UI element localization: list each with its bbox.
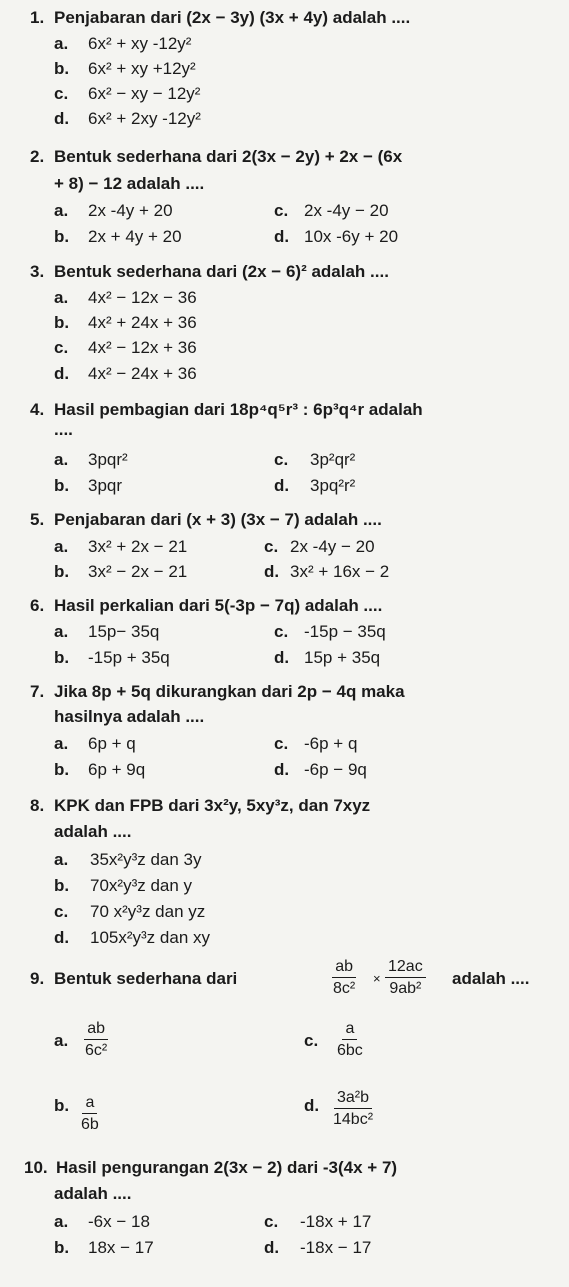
option-7c: c. -6p + q — [274, 734, 358, 753]
option-4d: d. 3pq²r² — [274, 476, 356, 495]
option-6d: d. 15p + 35q — [274, 648, 381, 667]
option-8b: b. 70x²y³z dan y — [54, 876, 193, 895]
option-9a-fraction: ab 6c² — [85, 1020, 108, 1059]
question-7: 7. Jika 8p + 5q dikurangkan dari 2p − 4q maka — [30, 682, 405, 701]
option-4c: c. 3p²qr² — [274, 450, 356, 469]
option-2c: c. 2x -4y − 20 — [274, 201, 389, 220]
option-3c: c. 4x² − 12x + 36 — [54, 338, 197, 357]
question-1: 1. Penjabaran dari (2x − 3y) (3x + 4y) adalah .... — [30, 8, 411, 27]
question-6: 6. Hasil perkalian dari 5(-3p − 7q) adalah .... — [30, 596, 383, 615]
question-4: 4. Hasil pembagian dari 18p⁴q⁵r³ : 6p³q⁴r adalah — [30, 400, 423, 419]
question-5: 5. Penjabaran dari (x + 3) (3x − 7) adalah .... — [30, 510, 382, 529]
option-4b: b. 3pqr — [54, 476, 123, 495]
option-9d-fraction: 3a²b 14bc² — [333, 1089, 374, 1128]
option-5d: d. 3x² + 16x − 2 — [264, 562, 390, 581]
option-6c: c. -15p − 35q — [274, 622, 386, 641]
option-1a: a. 6x² + xy -12y² — [54, 34, 192, 53]
question-8: 8. KPK dan FPB dari 3x²y, 5xy³z, dan 7xyz — [30, 796, 371, 815]
question-9-fraction-1: ab 8c² — [333, 958, 356, 997]
option-7d: d. -6p − 9q — [274, 760, 367, 779]
option-10a: a. -6x − 18 — [54, 1212, 150, 1231]
option-1d: d. 6x² + 2xy -12y² — [54, 109, 201, 128]
option-10d: d. -18x − 17 — [264, 1238, 372, 1257]
question-8-cont: adalah .... — [54, 822, 132, 841]
option-8d: d. 105x²y³z dan xy — [54, 928, 210, 947]
option-3d: d. 4x² − 24x + 36 — [54, 364, 197, 383]
option-8c: c. 70 x²y³z dan yz — [54, 902, 206, 921]
question-2: 2. Bentuk sederhana dari 2(3x − 2y) + 2x − (6x — [30, 147, 403, 166]
option-2b: b. 2x + 4y + 20 — [54, 227, 182, 246]
option-2d: d. 10x -6y + 20 — [274, 227, 399, 246]
option-9c-fraction: a 6bc — [337, 1020, 363, 1059]
option-5c: c. 2x -4y − 20 — [264, 537, 375, 556]
question-4-cont: .... — [54, 420, 73, 439]
option-3a: a. 4x² − 12x − 36 — [54, 288, 197, 307]
option-9b-fraction: a 6b — [81, 1094, 99, 1133]
option-5b: b. 3x² − 2x − 21 — [54, 562, 188, 581]
option-6a: a. 15p− 35q — [54, 622, 160, 641]
question-2-cont: + 8) − 12 adalah .... — [54, 174, 205, 193]
option-10b: b. 18x − 17 — [54, 1238, 154, 1257]
option-10c: c. -18x + 17 — [264, 1212, 372, 1231]
option-1c: c. 6x² − xy − 12y² — [54, 84, 201, 103]
question-3: 3. Bentuk sederhana dari (2x − 6)² adalah .... — [30, 262, 389, 281]
option-4a: a. 3pqr² — [54, 450, 128, 469]
question-7-cont: hasilnya adalah .... — [54, 707, 205, 726]
option-9b-letter: b. — [54, 1096, 70, 1115]
question-9: 9. Bentuk sederhana dari — [30, 969, 238, 988]
option-6b: b. -15p + 35q — [54, 648, 170, 667]
question-10: 10. Hasil pengurangan 2(3x − 2) dari -3(4x + 7) — [24, 1158, 398, 1177]
option-9d-letter: d. — [304, 1096, 320, 1115]
option-9c-letter: c. — [304, 1031, 319, 1050]
option-2a: a. 2x -4y + 20 — [54, 201, 173, 220]
question-9-fraction-2: 12ac 9ab² — [385, 957, 426, 998]
option-8a: a. 35x²y³z dan 3y — [54, 850, 202, 869]
option-7a: a. 6p + q — [54, 734, 136, 753]
option-5a: a. 3x² + 2x − 21 — [54, 537, 188, 556]
option-1b: b. 6x² + xy +12y² — [54, 59, 196, 78]
option-9a-letter: a. — [54, 1031, 69, 1050]
question-10-cont: adalah .... — [54, 1184, 132, 1203]
times-sign: × — [373, 971, 381, 986]
question-9-suffix: adalah .... — [452, 969, 530, 988]
option-3b: b. 4x² + 24x + 36 — [54, 313, 197, 332]
option-7b: b. 6p + 9q — [54, 760, 146, 779]
